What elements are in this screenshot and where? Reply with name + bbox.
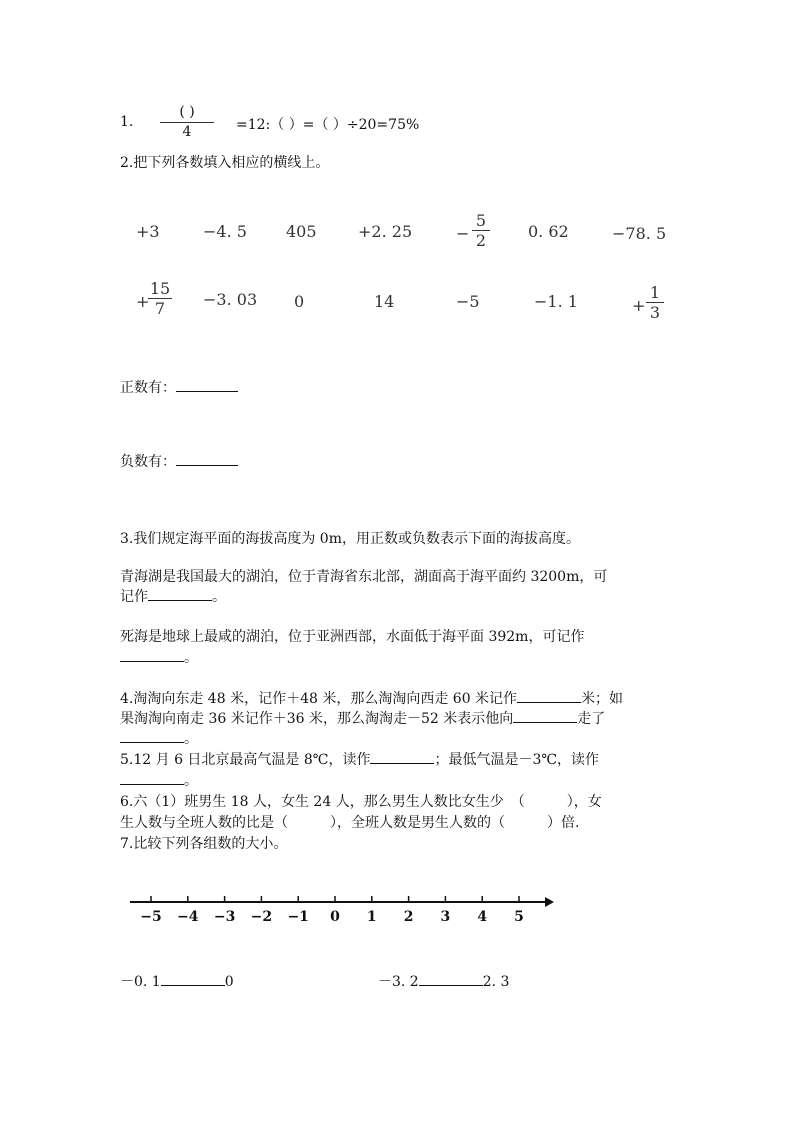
q3-p2-end: 。 [184,650,198,666]
positive-label: 正数有： [120,380,176,396]
q4-text-2: 米；如 [581,691,624,707]
number-line-tick-label: −2 [250,909,273,925]
q4-answer-blank-2[interactable] [513,710,577,723]
q5-text-1: 5.12 月 6 日北京最高气温是 8℃，读作 [120,752,371,768]
number-item: +3 [136,222,160,241]
q1-fraction [160,104,214,141]
q3-answer-blank-1[interactable] [148,588,212,601]
fraction-item [646,284,664,321]
fraction-denominator: 2 [475,231,487,250]
fraction-numerator: 1 [649,283,661,302]
number-line [120,890,560,930]
q4-line3 [120,728,198,748]
q4-text-1: 4.淘淘向东走 48 米，记作＋48 米，那么淘淘向西走 60 米记作 [120,691,518,707]
number-line-tick-label: 1 [366,909,377,925]
q6-line2: 生人数与全班人数的比是（ ），全班人数是男生人数的（ ）倍. [120,815,580,831]
q4-line2 [120,708,605,728]
fraction-item [472,212,490,249]
fraction-item [148,280,172,317]
q5-text-2: ；最低气温是－3℃，读作 [434,752,600,768]
number-line-tick-label: 5 [514,909,524,925]
q3-paragraph1-line2 [120,586,226,606]
number-line-tick-label: −4 [177,909,199,925]
number-sign: − [456,224,470,243]
number-line-tick-label: −3 [213,909,236,925]
q4-answer-blank-3[interactable] [120,730,184,743]
positive-answer-blank[interactable] [176,379,238,392]
number-item: +2. 25 [358,222,413,241]
q4-text-4: 走了 [577,711,606,727]
q7-title: 7.比较下列各组数的大小。 [120,836,288,852]
positive-numbers-line [120,377,238,397]
number-line-tick-label: 3 [440,909,451,925]
number-line-tick-label: 2 [403,909,414,925]
number-item: 0 [294,292,305,311]
q3-paragraph2-line2 [120,647,198,667]
q5-line1 [120,749,599,769]
comparison-1-right: 0 [224,974,234,990]
negative-answer-blank[interactable] [176,453,238,466]
comparison-2-blank[interactable] [419,973,483,986]
number-line-tick-label: −5 [140,909,162,925]
negative-numbers-line [120,451,238,471]
q1-fraction-numerator: ( ) [179,104,195,120]
fraction-denominator: 3 [649,303,661,322]
number-item: 405 [286,222,317,241]
number-line-arrow [545,897,554,907]
number-item: −3. 03 [203,290,258,309]
number-item: −78. 5 [612,224,667,243]
q1-fraction-denominator: 4 [182,124,192,140]
number-item: 0. 62 [528,222,569,241]
number-sign: + [632,296,646,315]
q4-answer-blank-1[interactable] [517,690,581,703]
comparison-2-left: －3. 2 [378,974,419,990]
q5-answer-blank-2[interactable] [120,772,184,785]
negative-label: 负数有： [120,454,176,470]
comparison-2 [378,971,509,991]
number-item: −1. 1 [534,292,578,311]
q6-line1: 6.六（1）班男生 18 人，女生 24 人，那么男生人数比女生少 （ ），女 [120,794,602,810]
fraction-bar [160,122,214,123]
comparison-2-right: 2. 3 [482,974,510,990]
q4-text-end: 。 [184,731,198,747]
q3-p1-text: 记作 [120,589,148,605]
q1-equation: =12:（ ）=（ ）÷20=75% [236,117,420,133]
comparison-1 [120,971,234,991]
number-line-tick-label: 4 [477,909,488,925]
number-line-tick-label: −1 [287,909,309,925]
fraction-numerator: 15 [149,279,171,298]
q2-title: 2.把下列各数填入相应的横线上。 [120,155,330,171]
q4-text-3: 果淘淘向南走 36 米记作＋36 米，那么淘淘走－52 米表示他向 [120,711,514,727]
number-item: −5 [456,292,480,311]
q1-number: 1. [120,114,134,130]
q3-paragraph1-line1: 青海湖是我国最大的湖泊，位于青海省东北部，湖面高于海平面约 3200m，可 [120,569,608,585]
q3-answer-blank-2[interactable] [120,649,184,662]
q3-p1-end: 。 [212,589,226,605]
q5-answer-blank-1[interactable] [370,751,434,764]
fraction-denominator: 7 [154,299,166,318]
number-item: 14 [374,292,395,311]
fraction-numerator: 5 [475,211,487,230]
q3-title: 3.我们规定海平面的海拔高度为 0m，用正数或负数表示下面的海拔高度。 [120,531,580,547]
comparison-1-left: －0. 1 [120,974,161,990]
number-sign: + [136,292,150,311]
q5-text-end: 。 [184,773,198,789]
number-item: −4. 5 [203,222,247,241]
q3-paragraph2-line1: 死海是地球上最咸的湖泊，位于亚洲西部，水面低于海平面 392m，可记作 [120,629,585,645]
q5-line2 [120,770,198,790]
number-line-tick-label: 0 [330,909,340,925]
q4-line1 [120,688,623,708]
comparison-1-blank[interactable] [161,973,225,986]
